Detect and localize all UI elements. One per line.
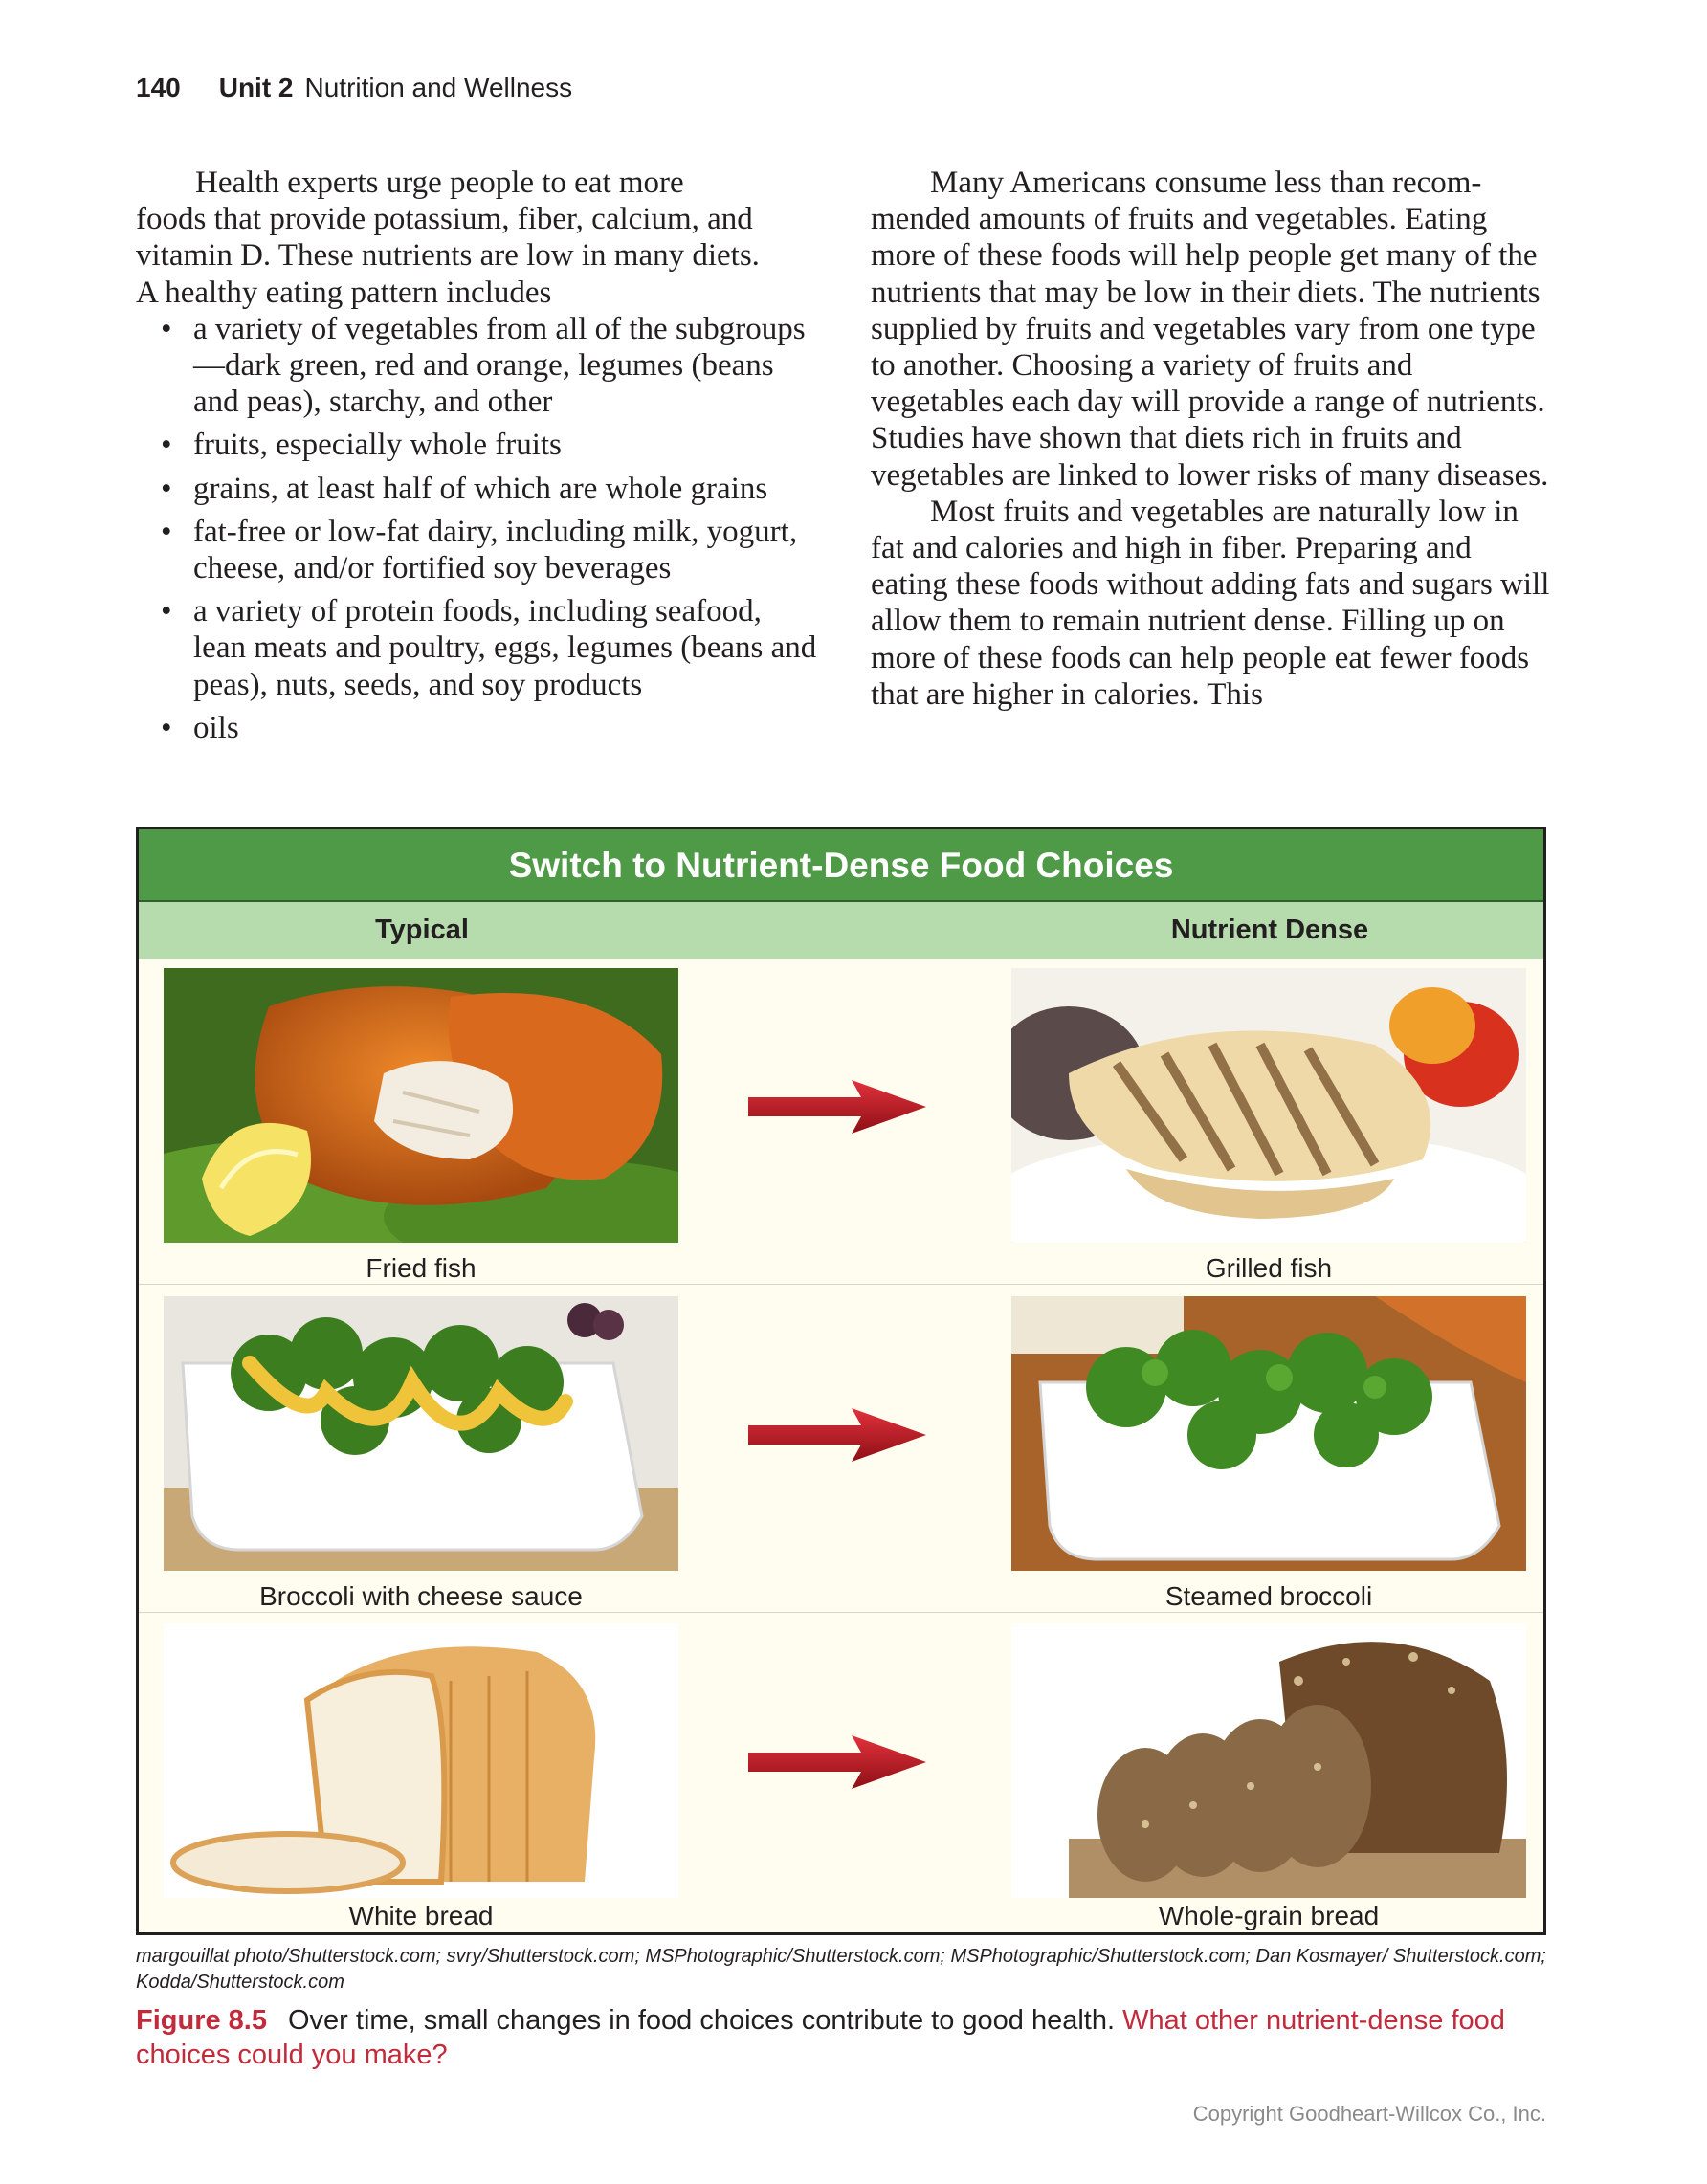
right-column (871, 165, 1552, 713)
intro-line: vitamin D. These nutrients are low in many diets. (136, 238, 760, 274)
row-divider (139, 1612, 1543, 1613)
list-item: • grains, at least half of which are whole grains (136, 471, 817, 507)
grilled-fish-photo (1011, 968, 1526, 1243)
white-bread-photo (164, 1623, 678, 1898)
unit-label: Unit 2 (218, 73, 294, 102)
arrow-right-icon (746, 1078, 928, 1136)
whole-grain-bread-photo (1011, 1623, 1526, 1898)
caption-broccoli-cheese: Broccoli with cheese sauce (259, 1581, 583, 1611)
eating-pattern-list (136, 311, 817, 746)
figure-column-headers (139, 902, 1543, 959)
page-number: 140 (136, 73, 181, 102)
caption-fried-fish: Fried fish (366, 1253, 477, 1283)
intro-line: foods that provide potassium, fiber, calcium, and (136, 202, 753, 237)
list-item: • fruits, especially whole fruits (136, 427, 817, 463)
figure-title: Switch to Nutrient-Dense Food Choices (139, 829, 1543, 902)
broccoli-cheese-photo (164, 1296, 678, 1571)
comparison-row-bread (139, 1614, 1543, 1939)
body-paragraph: Many Americans consume less than recom-mended amounts of fruits and vegetables. Eating more of these foods will help people get many of the nutrients that may be low in their diets. The nutrients supplied by fruits and vegetables vary from one type to another. Choosing a variety of fruits and vegetables each day will provide a range of nutrients. Studies have shown that diets rich in fruits and vegetables are linked to lower risks of many diseases. (871, 165, 1549, 493)
list-item: • fat-free or low-fat dairy, including milk, yogurt, cheese, and/or fortified soy beverages (136, 514, 817, 586)
figure-label: Figure 8.5 (136, 2005, 267, 2036)
arrow-right-icon (746, 1406, 928, 1464)
column-header-nutrient-dense: Nutrient Dense (1170, 915, 1369, 945)
fried-fish-photo (164, 968, 678, 1243)
column-header-typical: Typical (375, 915, 469, 945)
figure-caption (136, 2003, 1552, 2072)
caption-question: What other nutrient-dense food choices could you make? (136, 2005, 1505, 2070)
intro-line: A healthy eating pattern includes (136, 275, 552, 310)
comparison-row-fish (139, 959, 1543, 1284)
list-item: • a variety of protein foods, including seafood, lean meats and poultry, eggs, legumes (beans and peas), nuts, seeds, and soy products (136, 593, 817, 703)
row-divider (139, 1284, 1543, 1285)
steamed-broccoli-photo (1011, 1296, 1526, 1571)
caption-steamed-broccoli: Steamed broccoli (1164, 1581, 1373, 1611)
photo-credit: margouillat photo/Shutterstock.com; svry/Shutterstock.com; MSPhotographic/Shutterstock.com; MSPhotographic/Shutterstock.com; Dan Kosmayer/ Shutterstock.com; Kodda/Shutterstock.com (136, 1946, 1546, 1993)
body-paragraph: Most fruits and vegetables are naturally low in fat and calories and high in fiber. Preparing and eating these foods without adding fats and sugars will allow them to remain nutrient dense. Filling up on more of these foods can help people eat fewer foods that are higher in calories. This (871, 494, 1550, 712)
arrow-right-icon (746, 1733, 928, 1791)
caption-white-bread: White bread (348, 1901, 494, 1930)
caption-grilled-fish: Grilled fish (1205, 1253, 1333, 1283)
intro-line: Health experts urge people to eat more (195, 165, 684, 200)
comparison-row-broccoli (139, 1287, 1543, 1612)
left-column (136, 165, 817, 746)
food-choices-figure (136, 827, 1546, 1935)
copyright-notice: Copyright Goodheart-Willcox Co., Inc. (1192, 2102, 1546, 2126)
caption-text: Over time, small changes in food choices contribute to good health. (288, 2005, 1116, 2036)
list-item: • oils (136, 710, 817, 746)
running-header (136, 73, 572, 103)
unit-title: Nutrition and Wellness (304, 73, 573, 102)
caption-whole-grain-bread: Whole-grain bread (1158, 1901, 1380, 1930)
list-item: • a variety of vegetables from all of the subgroups—dark green, red and orange, legumes (beans and peas), starchy, and other (136, 311, 817, 421)
